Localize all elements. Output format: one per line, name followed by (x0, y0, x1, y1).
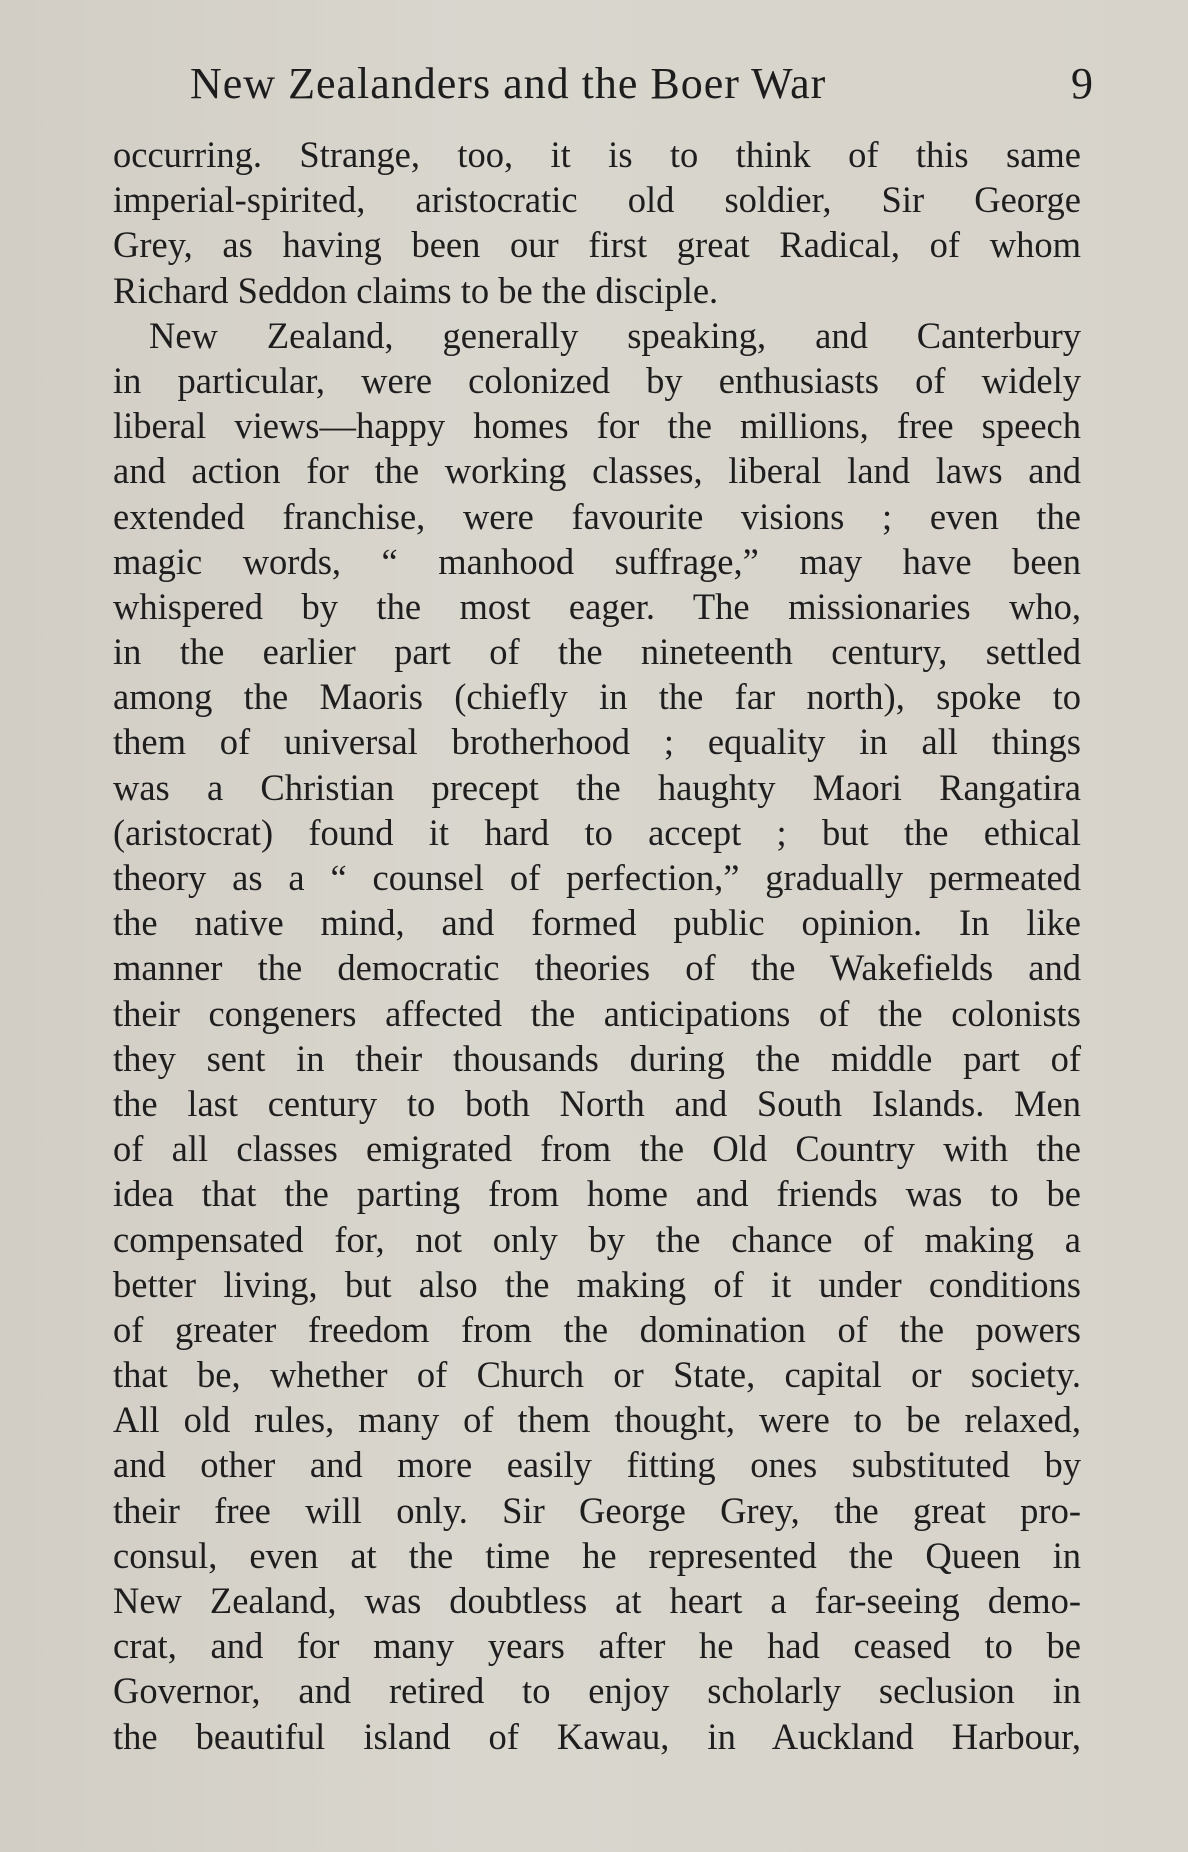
page-number: 9 (1071, 59, 1094, 108)
text-line: liberal views—happy homes for the millions, free speech (113, 405, 1081, 447)
text-line: All old rules, many of them thought, were to be relaxed, (113, 1399, 1081, 1441)
text-line: in particular, were colonized by enthusiasts of widely (113, 359, 1081, 401)
text-line: that be, whether of Church or State, capital or society. (113, 1354, 1081, 1396)
text-line: Grey, as having been our first great Radical, of whom (113, 224, 1081, 266)
running-header (190, 58, 1094, 118)
body-text (113, 132, 1081, 1759)
text-line: occurring. Strange, too, it is to think of this same (113, 134, 1081, 175)
text-line: New Zealand, generally speaking, and Canterbury (149, 314, 1081, 356)
text-line: Governor, and retired to enjoy scholarly seclusion in (113, 1670, 1081, 1712)
text-line: of all classes emigrated from the Old Country with the (113, 1128, 1081, 1170)
text-line: in the earlier part of the nineteenth century, settled (113, 631, 1081, 673)
text-line: crat, and for many years after he had ceased to be (113, 1625, 1081, 1667)
text-line: was a Christian precept the haughty Maori Rangatira (113, 766, 1081, 808)
text-line: consul, even at the time he represented the Queen in (113, 1534, 1081, 1576)
text-line: and other and more easily fitting ones substituted by (113, 1444, 1081, 1486)
text-line: whispered by the most eager. The missionaries who, (113, 585, 1081, 627)
text-line: Richard Seddon claims to be the disciple. (113, 269, 719, 311)
running-title: New Zealanders and the Boer War (190, 59, 827, 108)
text-line: among the Maoris (chiefly in the far north), spoke to (113, 676, 1081, 718)
text-line: the last century to both North and South Islands. Men (113, 1082, 1081, 1124)
text-line: (aristocrat) found it hard to accept ; but the ethical (113, 811, 1081, 853)
text-line: manner the democratic theories of the Wakefields and (113, 947, 1081, 989)
text-line: and action for the working classes, liberal land laws and (113, 450, 1081, 492)
text-line: imperial-spirited, aristocratic old soldier, Sir George (113, 179, 1081, 221)
text-line: they sent in their thousands during the middle part of (113, 1037, 1081, 1079)
text-line: the native mind, and formed public opinion. In like (113, 902, 1081, 944)
text-line: them of universal brotherhood ; equality in all things (113, 721, 1081, 763)
text-line: of greater freedom from the domination of the powers (113, 1308, 1081, 1350)
text-line: better living, but also the making of it under conditions (113, 1263, 1081, 1305)
text-line: their free will only. Sir George Grey, the great pro- (113, 1489, 1081, 1531)
text-line: idea that the parting from home and friends was to be (113, 1173, 1081, 1215)
text-line: the beautiful island of Kawau, in Auckland Harbour, (113, 1715, 1081, 1757)
text-line: New Zealand, was doubtless at heart a far-seeing demo- (113, 1580, 1081, 1621)
text-line: theory as a “ counsel of perfection,” gradually permeated (113, 857, 1081, 898)
text-line: magic words, “ manhood suffrage,” may have been (113, 540, 1081, 582)
text-line: extended franchise, were favourite visions ; even the (113, 495, 1081, 537)
text-line: compensated for, not only by the chance of making a (113, 1218, 1081, 1260)
text-line: their congeners affected the anticipations of the colonists (113, 992, 1081, 1034)
